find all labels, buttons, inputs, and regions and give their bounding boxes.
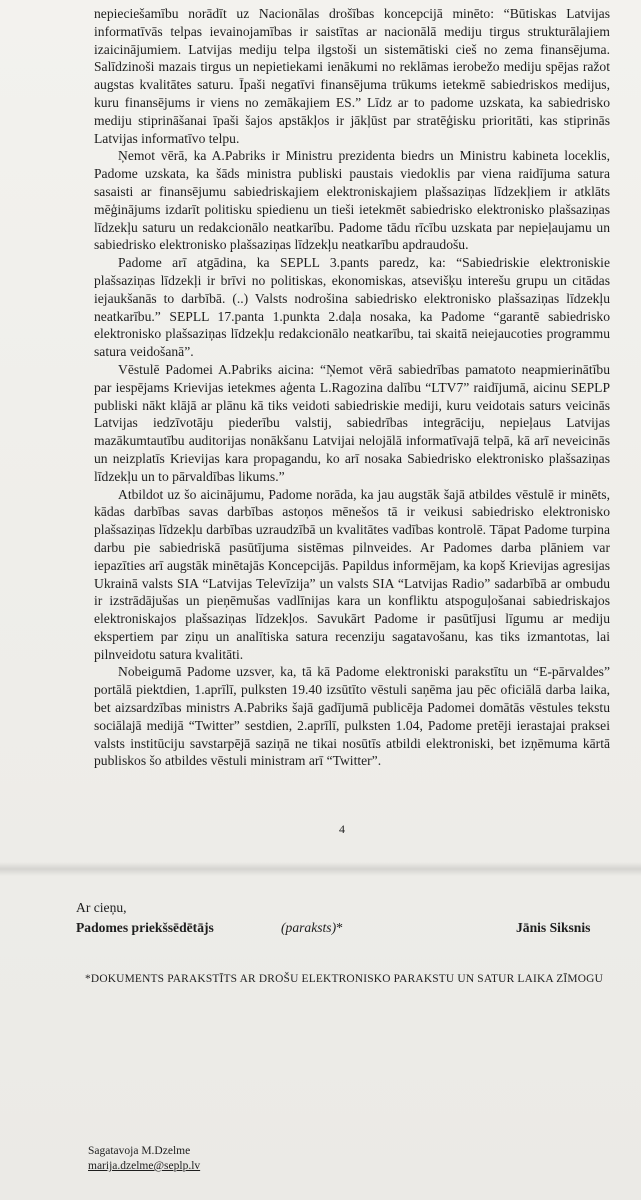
prepared-by bbox=[88, 1144, 200, 1174]
signature-star: * bbox=[336, 920, 343, 935]
paragraph-4: Vēstulē Padomei A.Pabriks aicina: “Ņemot vērā sabiedrības pamatoto neapmierinātību par iespējams Krievijas ietekmes aģenta L.Ragozina dalību “LTV7” raidījumā, aicinu SEPLP publiski nākt klājā ar plānu kā tiks veidoti sabiedriskie mediji, kuru veidotais saturs veicinās Latvijas iedzīvotāju piederību valstij, sabiedrības integrāciju, nepieļaus Latvijas mazākumtautību auditorijas nonākšanu Latvijai nelojālā informatīvajā telpā, kā arī neveicinās un neizplatīs Krievijas kara propagandu, ko arī nosaka Sabiedrisko elektronisko plašsaziņas līdzekļu un to pārvaldības likums.” bbox=[94, 361, 610, 484]
letter-body bbox=[94, 5, 610, 770]
page-number: 4 bbox=[339, 822, 345, 836]
paragraph-5: Atbildot uz šo aicinājumu, Padome norāda, ka jau augstāk šajā atbildes vēstulē ir minēts, kādas darbības savas darbības astoņos mēnešos tā ir veikusi sabiedrisko elektronisko plašsaziņas līdzekļu darbības uzraudzībā un kvalitātes vadības kontrolē. Tāpat Padome turpina darbu pie sabiedriskā pasūtījuma sistēmas pilnveides. Ar Padomes darba plāniem var iepazīties arī augstāk minētajās Koncepcijās. Papildus informējam, ka kopš Krievijas agresijas Ukrainā valsts SIA “Latvijas Televīzija” un valsts SIA “Latvijas Radio” sadarbībā ar ombudu ir izstrādājušas un pieņēmušas vadlīnijas kara un konfliktu atspoguļošanai sabiedriskajos elektroniskajos plašsaziņas līdzekļos. Savukārt Padome ir pasūtījusi līgumu ar mediju ekspertiem par ziņu un analītiska satura recenziju sagatavošanu, kas tiks izmantotas, lai pilnveidotu satura kvalitāti. bbox=[94, 486, 610, 662]
closing-salutation: Ar cieņu, bbox=[76, 900, 127, 915]
paper-fold-shadow bbox=[0, 862, 641, 876]
paragraph-2: Ņemot vērā, ka A.Pabriks ir Ministru prezidenta biedrs un Ministru kabineta loceklis, Padome uzskata, ka šāds ministra publiski paustais viedoklis par viena raidījuma satura sasaisti ar finansējumu sabiedriskajiem elektroniskajiem plašsaziņas līdzekļiem ir atklāts mēģinājums izdarīt politisku spiedienu un tieši ietekmēt sabiedrisko elektronisko plašsaziņas līdzekļu saturu un redakcionālo neatkarību. Padome tādu rīcību uzskata par nepieļaujamu un sabiedrisko elektronisko plašsaziņas līdzekļu neatkarību apdraudošu. bbox=[94, 148, 610, 253]
paragraph-3: Padome arī atgādina, ka SEPLL 3.pants paredz, ka: “Sabiedriskie elektroniskie plašsaziņas līdzekļi ir brīvi no politiskas, ekonomiskas, atsevišķu interešu grupu un citādas iejaukšanās to darbībā. (..) Valsts nodrošina sabiedrisko elektronisko plašsaziņas līdzekļu neatkarību.” SEPLL 17.panta 1.punkta 2.daļa nosaka, ka Padome “garantē sabiedrisko elektronisko plašsaziņas līdzekļu redakcionālo neatkarību, tai skaitā neiejaucoties programmu satura veidošanā”. bbox=[94, 255, 610, 360]
signer-position: Padomes priekšsēdētājs bbox=[76, 920, 214, 935]
paragraph-1: nepieciešamību norādīt uz Nacionālas drošības koncepcijā minēto: “Būtiskas Latvijas informatīvās telpas ievainojamības ir saistītas ar nacionālā mediju tirgus strukturālajiem izaicinājumiem. Latvijas mediju telpa ilgstoši un sistemātiski cieš no zema finansējuma. Salīdzinoši mazais tirgus un nepietiekami ienākumi no reklāmas ierobežo mediju spējas ražot augstas kvalitātes saturu. Īpaši negatīvi finansējuma trūkums ietekmē sabiedriskos medijus, kuru finansējums ir viens no zemākajiem ES.” Līdz ar to padome uzskata, ka sabiedrisko mediju stiprināšanai īpaši šajos apstākļos ir jākļūst par stratēģisku prioritāti, kas stiprinās Latvijas informatīvo telpu. bbox=[94, 6, 610, 146]
prepared-by-line: Sagatavoja M.Dzelme bbox=[88, 1145, 191, 1157]
signature-note bbox=[281, 920, 343, 936]
signature-footnote: *DOKUMENTS PARAKSTĪTS AR DROŠU ELEKTRONISKO PARAKSTU UN SATUR LAIKA ZĪMOGU bbox=[85, 973, 604, 985]
contact-email-link[interactable]: marija.dzelme@seplp.lv bbox=[88, 1160, 201, 1172]
signer-name: Jānis Siksnis bbox=[516, 920, 591, 935]
paragraph-6: Nobeigumā Padome uzsver, ka, tā kā Padome elektroniski parakstītu un “E-pārvaldes” portālā piektdien, 1.aprīlī, pulksten 19.40 izsūtīto vēstuli saņēma jau pēc oficiālā darba laika, bet aizsardzības ministrs A.Pabriks šajā gadījumā publicēja Padomei domātās vēstules tekstu sociālajā medijā “Twitter” sestdien, 2.aprīlī, pulksten 1.04, Padome pretēji ierastajai praksei valsts institūciju savstarpējā saziņā ne tikai nosūtīs atbildi elektroniski, bet izņēmuma kārtā publiskos šo atbildes vēstuli ministram arī “Twitter”. bbox=[94, 664, 610, 769]
signature-placeholder: (paraksts) bbox=[281, 920, 337, 935]
